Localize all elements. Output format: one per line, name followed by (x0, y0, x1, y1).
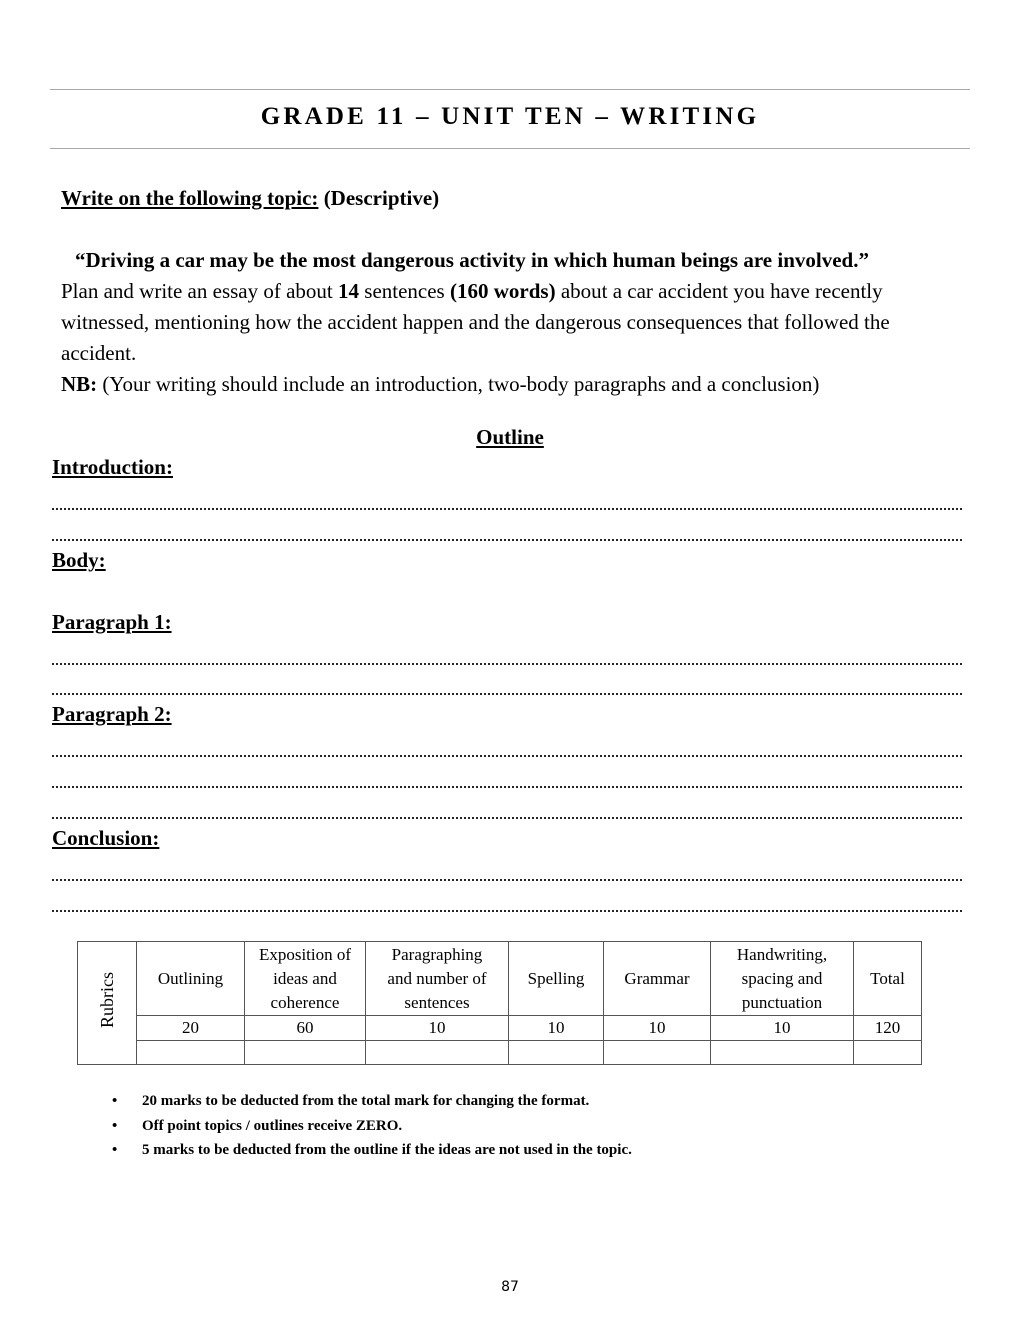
task-heading (61, 183, 439, 214)
note-item: • Off point topics / outlines receive ZERO. (110, 1114, 632, 1139)
paragraph-2-line-3[interactable] (52, 817, 962, 819)
rubric-header-grammar: Grammar (604, 942, 711, 1016)
task-instructions (61, 276, 991, 400)
paragraph-2-line-2[interactable] (52, 786, 962, 788)
mark-grammar: 10 (604, 1016, 711, 1041)
sentences-count: 14 (338, 279, 360, 303)
score-outlining[interactable] (137, 1041, 245, 1065)
rubric-header-outlining: Outlining (137, 942, 245, 1016)
mark-handwriting: 10 (711, 1016, 854, 1041)
nb-note: NB: (Your writing should include an introduction, two-body paragraphs and a conclusion) (61, 372, 820, 396)
bullet-icon: • (112, 1142, 118, 1158)
outline-title: Outline (476, 425, 544, 449)
introduction-line-2[interactable] (52, 539, 962, 541)
paragraph-1-line-2[interactable] (52, 693, 962, 695)
rubrics-header-row (78, 942, 922, 1016)
mark-outlining: 20 (137, 1016, 245, 1041)
page-number: 87 (501, 1279, 519, 1295)
score-handwriting[interactable] (711, 1041, 854, 1065)
score-spelling[interactable] (509, 1041, 604, 1065)
instruction-line-1: Plan and write an essay of about 14 sentences (160 words) about a car accident you have recently (61, 279, 883, 303)
paragraph-1-heading: Paragraph 1: (52, 610, 172, 634)
conclusion-line-2[interactable] (52, 910, 962, 912)
introduction-heading: Introduction: (52, 455, 173, 479)
task-label: Write on the following topic: (61, 186, 319, 210)
task-type: (Descriptive) (323, 186, 440, 210)
page-title: GRADE 11 – UNIT TEN – WRITING (260, 103, 760, 130)
rubrics-marks-row (78, 1016, 922, 1041)
rubric-header-paragraphing: Paragraphing and number of sentences (366, 942, 509, 1016)
score-exposition[interactable] (245, 1041, 366, 1065)
mark-spelling: 10 (509, 1016, 604, 1041)
instruction-line-3: accident. (61, 341, 137, 365)
words-count: (160 words) (449, 279, 556, 303)
mark-total: 120 (854, 1016, 922, 1041)
conclusion-line-1[interactable] (52, 879, 962, 881)
mark-exposition: 60 (245, 1016, 366, 1041)
body-heading: Body: (52, 548, 106, 572)
rubric-header-spelling: Spelling (509, 942, 604, 1016)
rubrics-table (77, 941, 922, 1065)
header-top-rule (50, 89, 970, 90)
score-grammar[interactable] (604, 1041, 711, 1065)
rubric-header-handwriting: Handwriting, spacing and punctuation (711, 942, 854, 1016)
rubrics-score-row (78, 1041, 922, 1065)
introduction-line-1[interactable] (52, 508, 962, 510)
paragraph-2-line-1[interactable] (52, 755, 962, 757)
paragraph-1-line-1[interactable] (52, 663, 962, 665)
mark-paragraphing: 10 (366, 1016, 509, 1041)
conclusion-heading: Conclusion: (52, 826, 160, 850)
bullet-icon: • (112, 1117, 118, 1134)
note-item: • 20 marks to be deducted from the total mark for changing the format. (110, 1089, 632, 1114)
bullet-icon: • (112, 1093, 118, 1109)
rubric-header-total: Total (854, 942, 922, 1016)
note-item: • 5 marks to be deducted from the outline if the ideas are not used in the topic. (110, 1138, 632, 1163)
topic-quote: “Driving a car may be the most dangerous activity in which human beings are involved.” (75, 248, 869, 272)
score-total[interactable] (854, 1041, 922, 1065)
paragraph-2-heading: Paragraph 2: (52, 702, 172, 726)
header-bottom-rule (50, 148, 970, 149)
rubric-header-exposition: Exposition of ideas and coherence (245, 942, 366, 1016)
marking-notes (110, 1089, 632, 1163)
rubrics-row-label: Rubrics (78, 942, 137, 1065)
score-paragraphing[interactable] (366, 1041, 509, 1065)
instruction-line-2: witnessed, mentioning how the accident happen and the dangerous consequences that followed the (61, 310, 890, 334)
